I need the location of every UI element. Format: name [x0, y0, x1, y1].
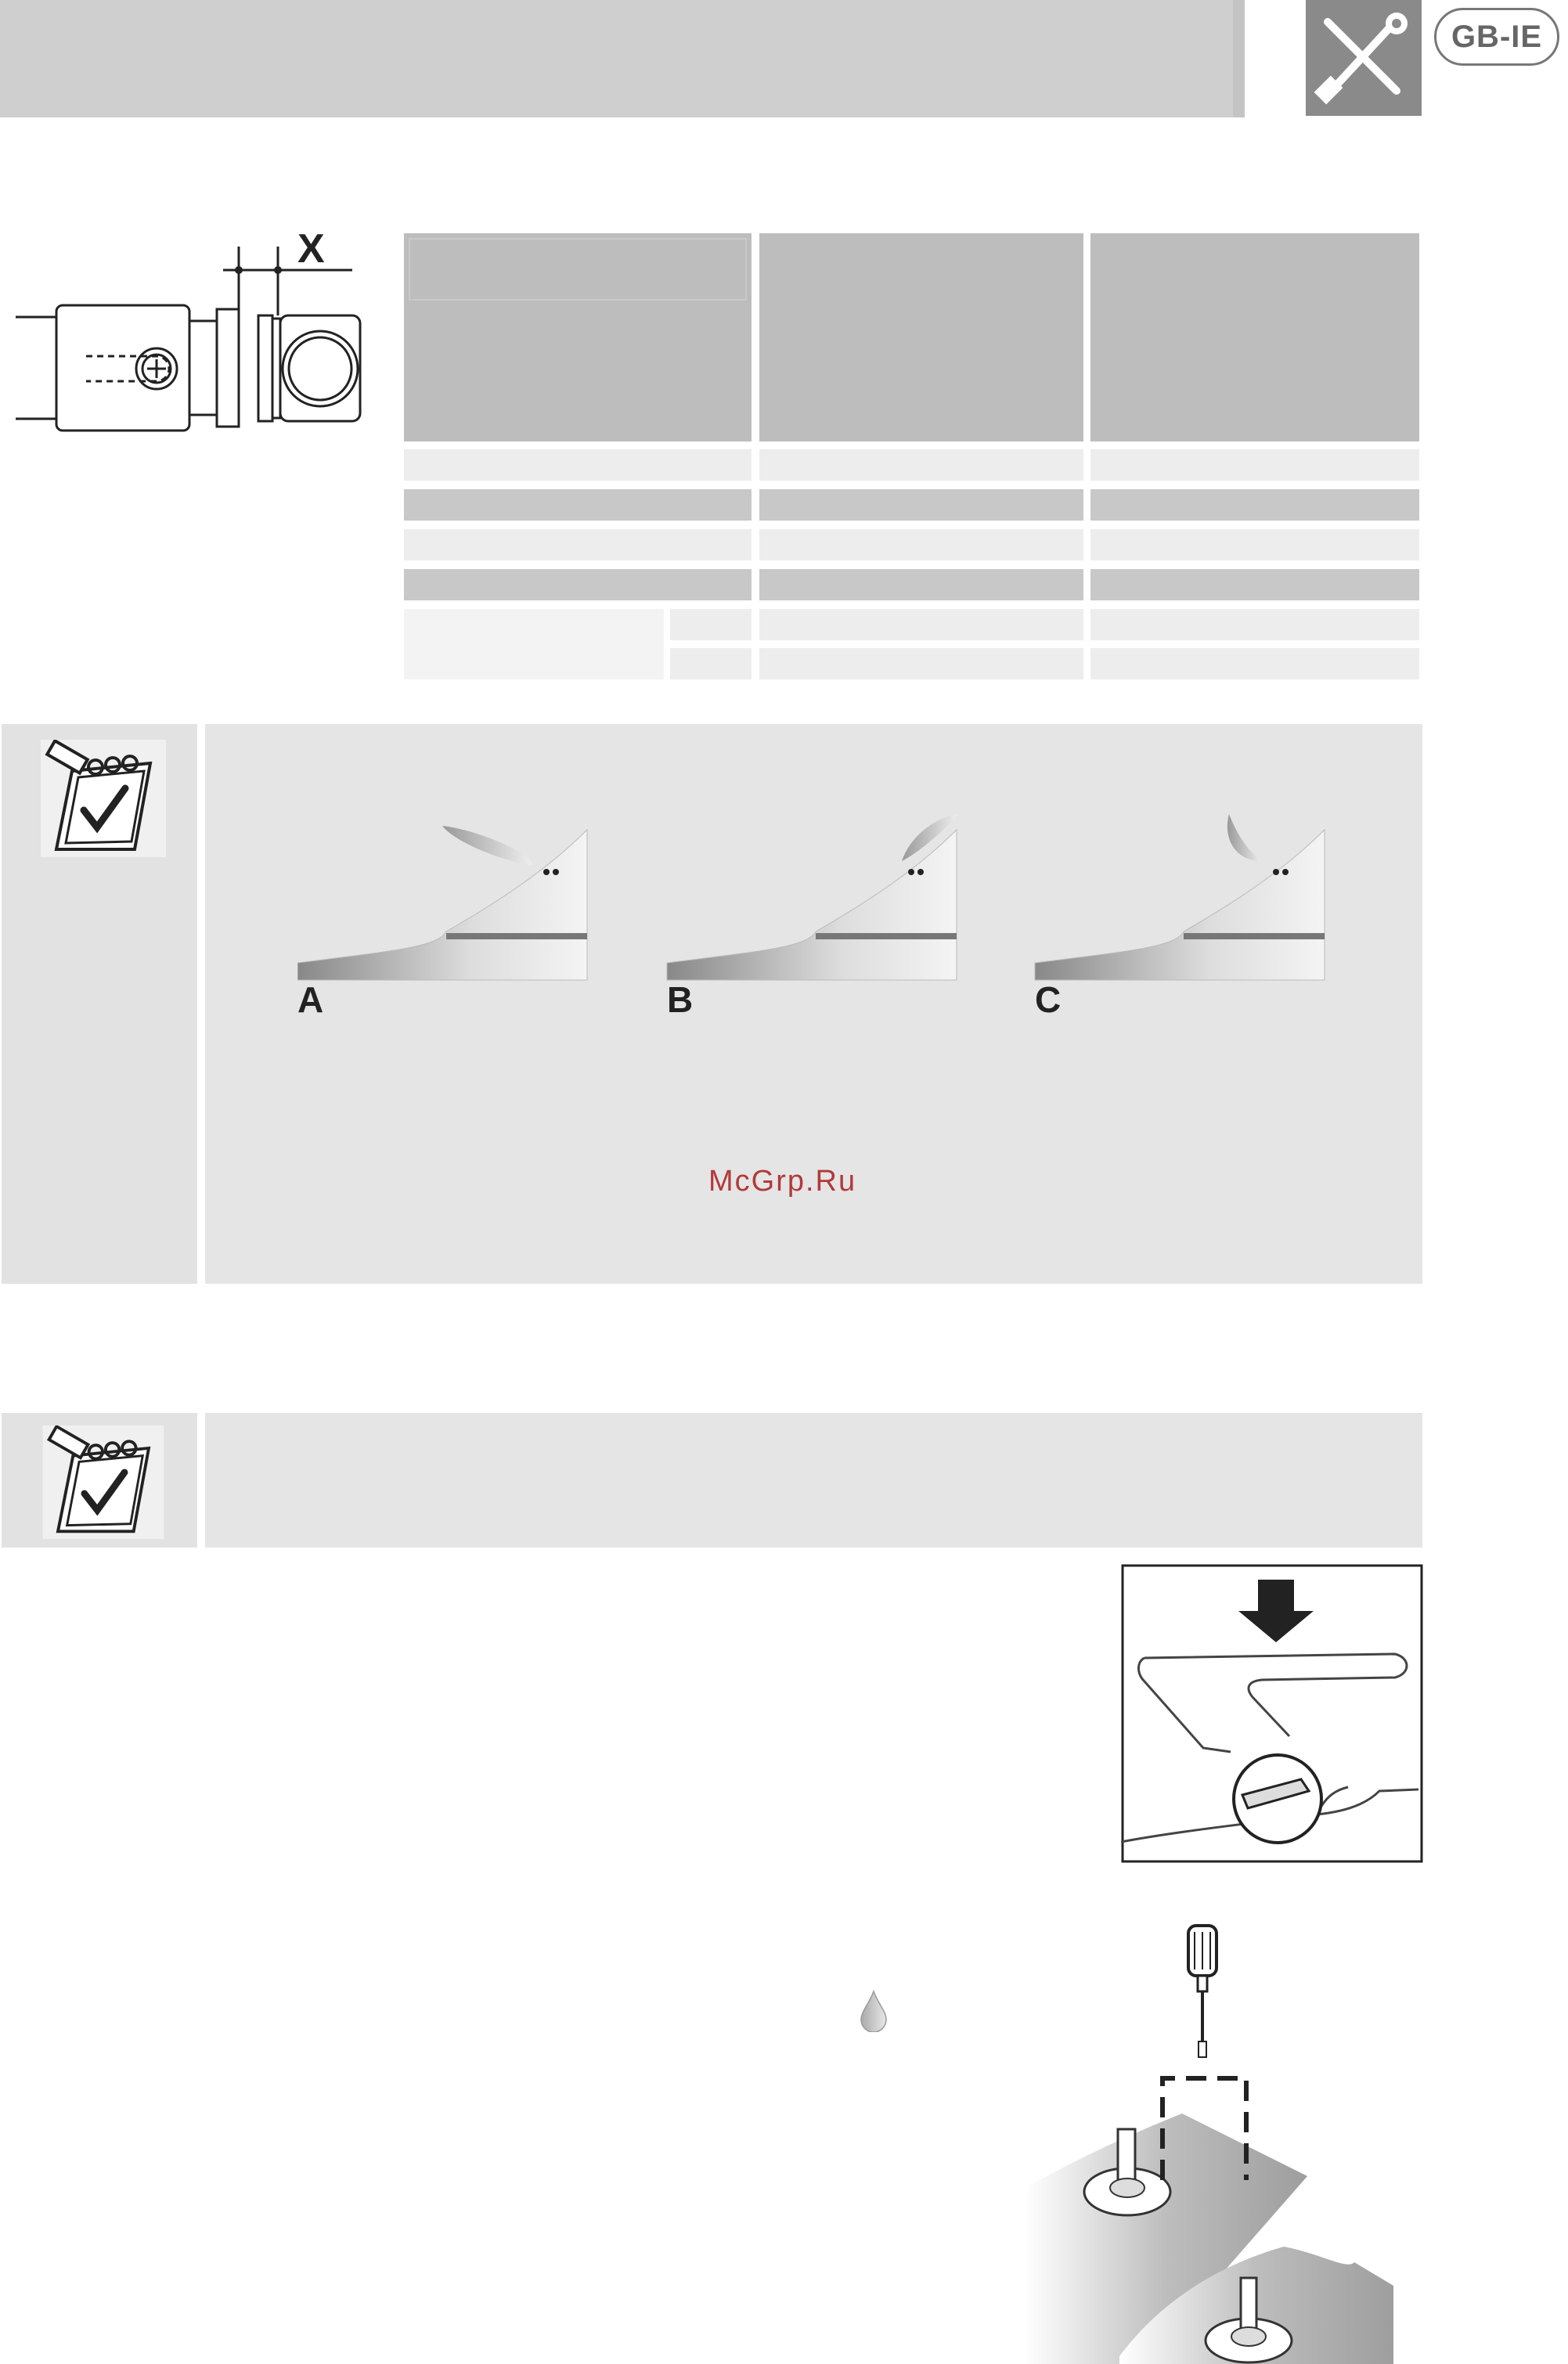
table-row [759, 529, 1083, 560]
table-header-cell [759, 233, 1083, 441]
flame-shape-b [667, 814, 958, 980]
flame-shape-a [297, 826, 587, 980]
table-row [670, 609, 752, 640]
table-row [404, 569, 752, 600]
table-row [404, 489, 752, 521]
flame-shape-c [1035, 814, 1325, 980]
table-row [404, 529, 752, 560]
table-row [1090, 648, 1419, 679]
watermark-text: McGrp.Ru [708, 1165, 857, 1198]
table-row [1090, 449, 1419, 481]
table-row [1090, 609, 1419, 640]
table-header-subcell [409, 238, 747, 301]
screwdriver-icon [1188, 1926, 1217, 2057]
tools-section-badge [1306, 0, 1422, 116]
table-row [759, 489, 1083, 521]
note-side-panel [2, 724, 197, 1284]
language-badge: GB-IE [1434, 8, 1559, 66]
flame-label-c: C [1035, 979, 1062, 1020]
table-row [670, 648, 752, 679]
table-row [1090, 529, 1419, 560]
header-bar [0, 0, 1245, 117]
notepad-check-icon [41, 1425, 166, 1539]
notepad-check-icon [41, 740, 166, 857]
table-row [404, 449, 752, 481]
tap-adjustment-illustration [1026, 1918, 1393, 2364]
header-bar-edge [1233, 0, 1245, 117]
table-row [1090, 569, 1419, 600]
table-header-cell [404, 233, 752, 441]
table-row [759, 648, 1083, 679]
table-row [1090, 489, 1419, 521]
table-row [759, 449, 1083, 481]
burner-cap-illustration [1121, 1564, 1423, 1863]
note-side-panel-2 [2, 1413, 197, 1548]
table-row [759, 569, 1083, 600]
distance-label: X [297, 226, 325, 272]
flame-illustrations [297, 806, 1346, 1018]
flame-label-a: A [297, 979, 324, 1020]
table-header-cell [1090, 233, 1419, 441]
table-row-group-cell [404, 609, 664, 679]
screwdriver-wrench-icon [1306, 0, 1422, 116]
distance-diagram [0, 223, 376, 450]
water-drop-icon [860, 1990, 888, 2032]
note-panel-2 [205, 1413, 1422, 1548]
flame-label-b: B [667, 979, 694, 1020]
table-row [759, 609, 1083, 640]
